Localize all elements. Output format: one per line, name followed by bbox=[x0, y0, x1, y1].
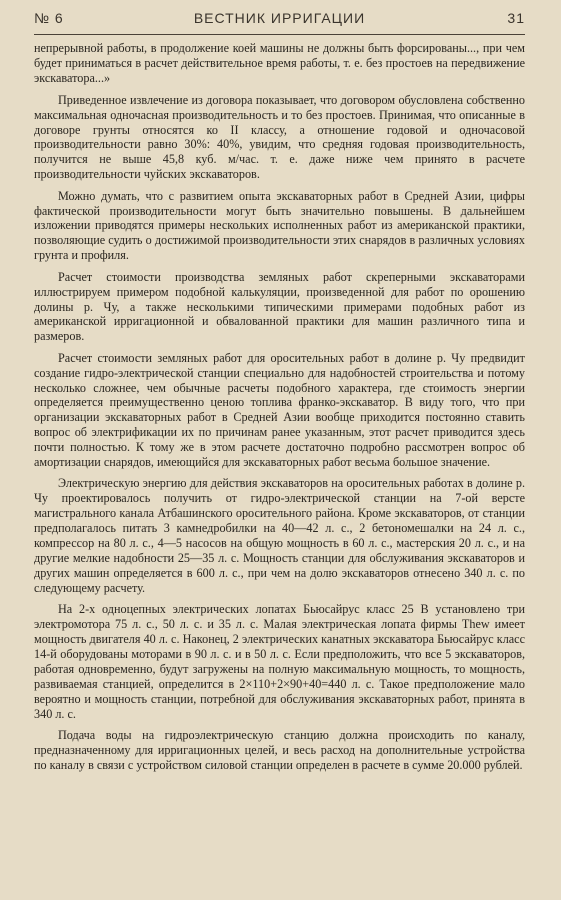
journal-title: ВЕСТНИК ИРРИГАЦИИ bbox=[193, 10, 366, 26]
article-body bbox=[34, 41, 525, 773]
paragraph-8: Подача воды на гидроэлектрическую станцию должна происходить по каналу, предназначенному для ирригационных целей, и весь расход на дополнительные устройства по каналу в связи с устройством силовой станции определен в расчете в сумме 20.000 рублей. bbox=[34, 727, 525, 772]
page-number: 31 bbox=[507, 10, 525, 26]
paragraph-6: Электрическую энергию для действия экскаваторов на оросительных работах в долине р. Чу проектировалось получить от гидро-электрической станции на 7-ой версте магистрального канала Атбашинского оросительного района. Кроме экскаваторов, от станции предполагалось питать 3 камнедробилки на 40—42 л. с., 2 бетономешалки на 24 л. с., компрессор на 80 л. с., 4—5 насосов на общую мощность в 60 л. с., мастерския 20 л. с., и на другие мелкие надобности 25—35 л. с. Мощность станции для обслуживания экскаваторов и других машин определяется в 600 л. с., при чем на долю экскаваторов отнесено 340 л. с. по следующему расчету. bbox=[34, 476, 525, 595]
paragraph-1: непрерывной работы, в продолжение коей машины не должны быть форсированы..., при чем будет приниматься в расчет действительное время работы, т. е. без простоев на передвижение экскаватора...» bbox=[34, 41, 525, 85]
paragraph-4: Расчет стоимости производства земляных работ скреперными экскаваторами иллюстрируем примером подобной калькуляции, произведенной для работ по орошению долины р. Чу, а также несколькими типическими примерами подобных работ из американской ирригационной и обвалованной практики для машин различного типа и размеров. bbox=[34, 269, 525, 344]
paragraph-7: На 2-х одноцепных электрических лопатах Бьюсайрус класс 25 В установлено три электромотора 75 л. с., 50 л. с. и 35 л. с. Малая электрическая лопата фирмы Thew имеет мощность двигателя 40 л. с. Наконец, 2 электрических канатных экскаватора Бьюсайрус класс 14-й оборудованы моторами в 90 л. с. и в 50 л. с. Если предположить, что все 5 экскаваторов, работая одновременно, будут загружены на полную максимальную мощность, то мощность, развиваемая станцией, определится в 2×110+2×90+40=440 л. с. Такое предположение мало вероятно и мощность станции, потребной для обслуживания экскаваторных работ, принята в 340 л. с. bbox=[34, 602, 525, 721]
paragraph-5: Расчет стоимости земляных работ для оросительных работ в долине р. Чу предвидит создание гидро-электрической станции специально для надобностей строительства и потому несколько сложнее, чем обычные расчеты подобного характера, где стоимость энергии определяется преимущественно ценою топлива франко-экскаватор. В виду того, что при организации экскаваторных работ в Средней Азии вообще приходится постоянно ставить вопрос об электрификации их по причинам ранее указанным, этот расчет приводится здесь почти полностью. К тому же в этом расчете достаточно подробно рассмотрен вопрос об амортизации снарядов, имеющийся для экскаваторных работ весьма большое значение. bbox=[34, 350, 525, 470]
running-header bbox=[34, 10, 525, 32]
paragraph-3: Можно думать, что с развитием опыта экскаваторных работ в Средней Азии, цифры фактической производительности могут быть значительно повышены. В дальнейшем изложении приводятся примеры нескольких исполненных работ из американской практики, позволяющие судить о достижимой производительности этих снарядов в различных условиях грунта и профиля. bbox=[34, 188, 525, 263]
paragraph-2: Приведенное извлечение из договора показывает, что договором обусловлена собственно максимальная одночасная производительность и то без простоев. Принимая, что описанные в договоре грунты относятся ко II классу, а отношение годовой и одночасовой производительности равно 30%: 40%, увидим, что средняя годовая производительность, получится не выше 45,8 куб. м/час. т. е. даже ниже чем принято в расчете производительности чуйских экскаваторов. bbox=[34, 92, 525, 182]
header-rule bbox=[34, 34, 525, 35]
issue-number: № 6 bbox=[34, 10, 64, 26]
